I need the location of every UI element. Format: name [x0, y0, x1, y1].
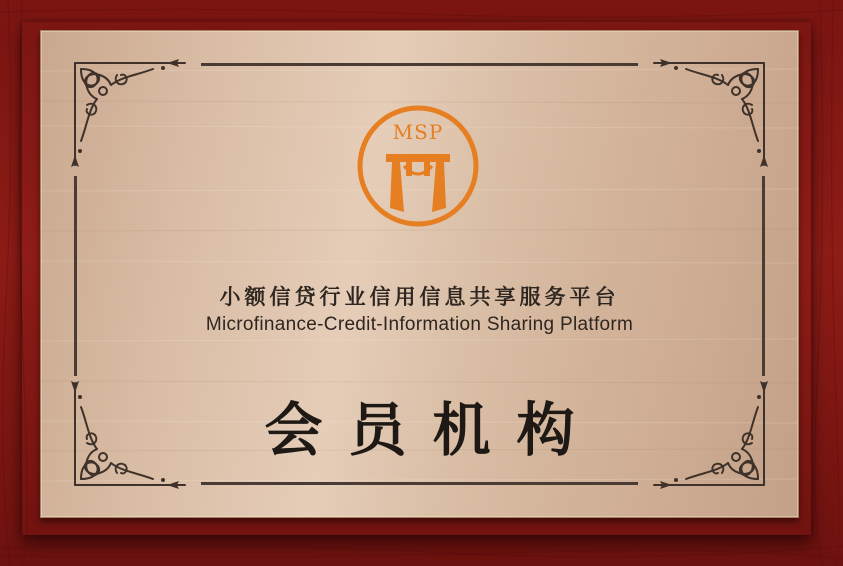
border-right — [762, 176, 765, 376]
border-bottom — [201, 482, 638, 485]
msp-logo — [356, 104, 480, 228]
border-top — [201, 63, 638, 66]
member-institution-title: 会员机构 — [264, 396, 601, 464]
chinese-title: 小额信贷行业信用信息共享服务平台 — [219, 285, 620, 309]
border-left — [74, 176, 77, 376]
ornate-corner-icon — [652, 55, 772, 175]
english-title: Microfinance-Credit-Information Sharing Platform — [205, 314, 634, 335]
bronze-plate — [40, 30, 799, 518]
logo-text: MSP — [392, 120, 444, 144]
ornate-corner-icon — [67, 55, 187, 175]
